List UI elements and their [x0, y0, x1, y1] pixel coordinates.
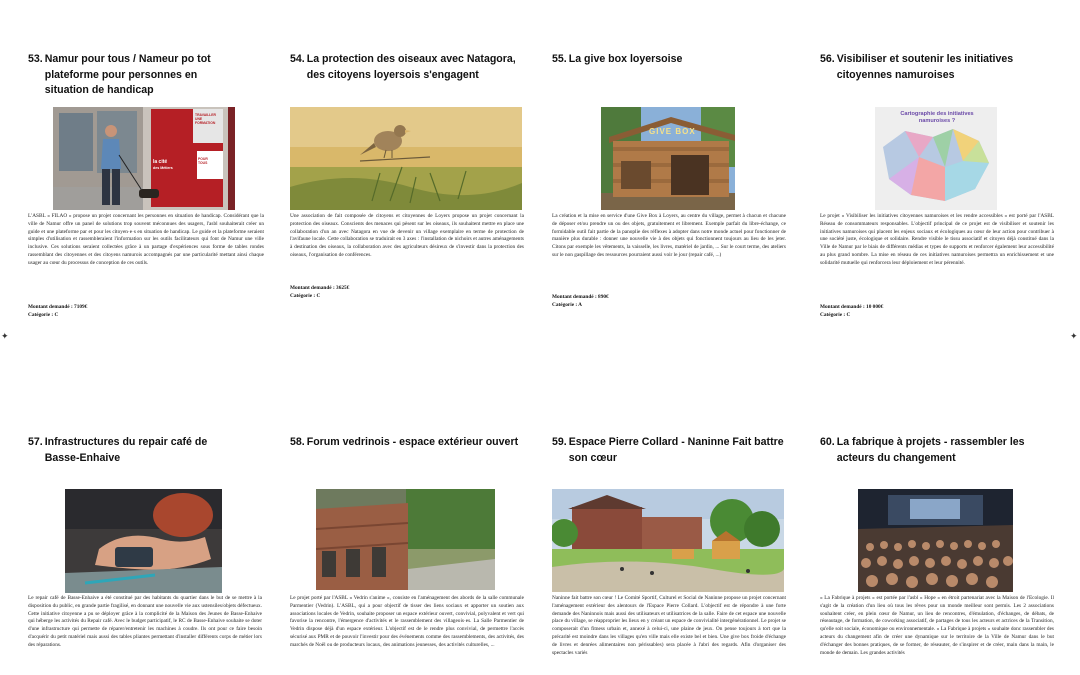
project-number: 57.	[28, 436, 43, 448]
project-photo	[601, 107, 735, 210]
registration-mark-left: ✦	[1, 332, 9, 342]
project-title	[820, 435, 1058, 466]
project-description: « La Fabrique à projets » est portée par l'asbl « Hope » en étroit partenariat avec la Maison de l'Ecologie. Il s'agit de la création d'un lieu où tous les rêves pour un monde meilleur sont permis. Les 2 associations souhaitent créer, en plein cœur de Namur, un lieu de rencontres, d'émulation, d'échanges, de débats, de réseautage, de formation, de coworking associatif, de partages de tous les acteurs et actrices de la Transition, qu'elle soit sociale, économique ou environnementale. « La Fabrique à projets » souhaite donc rassembler des acteurs du changement afin de créer une dynamique sur le territoire de la Ville de Namur dans le but d'échanger des bonnes pratiques, de se former, de réseauter, de s'inspirer et de créer, main dans la main, le monde de demain. Les grandes activités	[820, 595, 1054, 656]
give-box-sign: GIVE BOX	[649, 127, 696, 136]
project-title-text: Infrastructures du repair café de Basse-Enhaive	[44, 436, 208, 464]
project-description: La création et la mise en service d'une Give Box à Loyers, au centre du village, permet à chacun et chacune de déposer et/ou prendre un ou des objets, gratuitement et librement. Exemple parfait du libre-échange, ce formidable outil fait partie de la panoplie des réflexes à adopter dans notre monde actuel pour fonctionner de manière plus durable : donner une nouvelle vie à des objets qui fonctionnent toujours au lieu de les jeter. Citons par exemple les vêtements, la vaisselle, les livres, matériel de jardin, ... Sur le court terme, des ateliers sur le non gaspillage des ressources pourraient aussi voir le jour (repair café, ...)	[552, 213, 786, 258]
project-description: Une association de fait composée de citoyens et citoyennes de Loyers propose un projet concernant la protection des oiseaux. Conscients des menaces qui pèsent sur les oiseaux, ils souhaitent mettre en place une collaboration d'un an avec Natagora en vue de devenir un village exemplaire en terme de protection de l'avifaune locale. Cette collaboration se traduirait en 3 axes : l'installation de nichoirs et autres aménagements à destination des oiseaux, la collaboration avec des agriculteurs désireux de s'investir dans la protection des oiseaux, l'organisation de conférences.	[290, 213, 524, 258]
project-photo	[65, 489, 222, 593]
project-description: Le projet porté par l'ASBL « Vedrin s'anime », consiste en l'aménagement des abords de la salle communale Parmentier (Vedrin). L'ASBL, qui a pour objectif de tisser des liens sociaux et apporter un soutien aux associations locales de Vedrin, souhaite proposer un espace extérieur ouvert, convivial, polyvalent et vert qui favorise la rencontre, l'émergence d'activités et le rassemblement des villageois·es. La Salle Parmentier de Vedrin dispose déjà d'un espace extérieur. L'objectif est de le rendre plus convivial, de permettre l'accès sécurisé aux PMR et de pouvoir l'investir pour des événements comme des rassemblements, des activités, des marchés de Noël ou de producteurs locaux, des animations jeunesses, des activités culturelles, ...	[290, 595, 524, 648]
photo-sign-line: POUR	[198, 157, 208, 161]
project-title-text: Espace Pierre Collard - Naninne Fait battre son cœur	[568, 436, 784, 464]
project-photo	[53, 107, 235, 210]
project-title	[820, 52, 1058, 83]
project-title-text: La give box loyersoise	[568, 53, 683, 65]
photo-sign-line: des Métiers	[153, 166, 173, 170]
project-number: 53.	[28, 53, 43, 65]
project-title-text: Forum vedrinois - espace extérieur ouvert	[306, 436, 519, 448]
project-title	[290, 52, 528, 83]
project-photo	[552, 489, 784, 592]
project-category: Catégorie : C	[820, 312, 851, 318]
photo-sign	[195, 113, 223, 125]
project-title-text: La fabrique à projets - rassembler les acteurs du changement	[836, 436, 1025, 464]
project-description: L'ASBL « FILAO » propose un projet concernant les personnes en situation de handicap. Considérant que la ville de Namur offre un panel de solutions trop souvent méconnues des usagers, l'asbl souhaiterait créer un guide et une plateforme par et pour les citoyen·e·s en situation de handicap. Le guide et la plateforme seraient simples d'utilisation et rassembleraient l'information sur les outils facilitateurs qui font de Namur une ville inclusive. Ces solutions seraient collectées grâce à un partage d'expériences sous forme de tables rondes rassemblant des citoyennes et des citoyens namurois accompagnés par une particularité mettant ainsi chaque usager au cœur du processus de conception de ces outils.	[28, 213, 264, 266]
project-card-60	[820, 435, 1058, 656]
project-title	[552, 435, 790, 466]
photo-sign-line: UNE	[195, 117, 203, 121]
project-title	[290, 435, 528, 451]
project-card-55	[552, 52, 790, 308]
project-category: Catégorie : C	[290, 293, 321, 299]
project-amount: Montant demandé : 3625€	[290, 285, 350, 291]
project-amount: Montant demandé : 7109€	[28, 304, 88, 310]
project-title-text: La protection des oiseaux avec Natagora, des citoyens loyersois s'engagent	[306, 53, 516, 81]
project-card-58	[290, 435, 528, 648]
photo-sign-line: TOUS	[198, 161, 208, 166]
photo-sign-pour	[198, 157, 222, 165]
project-number: 55.	[552, 53, 567, 65]
project-card-54	[290, 52, 528, 299]
project-category: Catégorie : A	[552, 302, 583, 308]
project-amount: Montant demandé : 10 000€	[820, 304, 884, 310]
project-card-56	[820, 52, 1058, 318]
project-photo	[858, 489, 1013, 592]
project-title-text: Namur pour tous / Nameur po tot plateforme pour personnes en situation de handicap	[44, 53, 211, 96]
project-photo	[316, 489, 495, 590]
project-number: 60.	[820, 436, 835, 448]
project-description: Naninne fait battre son cœur ! Le Comité Sportif, Culturel et Social de Naninne propose un projet concernant l'aménagement extérieur des alentours de l'Espace Pierre Collard. L'objectif est de répondre à une forte demande des Naninnois mais aussi des utilisateurs et utilisatrices de la salle. Faire de cet espace une nouvelle place du village, se réapproprier les lieux en y créant un espace de convivialité intergénérationnel. Le projet se composerait d'un fitness urbain et, annexé à celui-ci, une plaine de jeux. On pense toujours à tort que la précarité est moindre dans les villages qu'en ville mais elle existe bel et bien. Une give box froide d'échange de livres et denrées alimentaires non périssables) sera placée à l'abri des regards. Afin d'organiser des spectacles variés	[552, 595, 786, 656]
project-card-59	[552, 435, 790, 656]
photo-sign-line: TRAVAILLER	[195, 113, 216, 117]
project-number: 54.	[290, 53, 305, 65]
project-number: 56.	[820, 53, 835, 65]
photo-sign-line: la cité	[153, 159, 168, 165]
project-title	[28, 435, 266, 466]
registration-mark-right: ✦	[1070, 332, 1078, 342]
project-card-53	[28, 52, 266, 318]
project-category: Catégorie : C	[28, 312, 59, 318]
project-amount: Montant demandé : 890€	[552, 294, 609, 300]
bird-icon	[290, 107, 522, 210]
project-title-text: Visibiliser et soutenir les initiatives citoyennes namuroises	[836, 53, 1014, 81]
project-number: 59.	[552, 436, 567, 448]
project-number: 58.	[290, 436, 305, 448]
project-title	[552, 52, 790, 68]
project-title	[28, 52, 266, 99]
project-description: Le projet « Visibiliser les initiatives citoyennes namuroises et les rendre accessibles » est porté par l'ASBL Réseau de consommateurs responsables. L'objectif principal de ce projet est de visibiliser et soutenir les initiatives namuroises qui placent les enjeux sociaux et écologiques au cœur de leur action pour contribuer à une société juste, écologique et solidaire. Rendre visible le tissu associatif et citoyen déjà constitué dans la Ville de Namur par le biais de différents médias et types de supports et renforcer également leur accessibilité au plus grand nombre. La mise en réseau de ces initiatives namuroises permettra un enrichissement et une solidarité mutuelle qui renforcera leur déploiement et leur pérennité.	[820, 213, 1054, 266]
map-caption: Cartographie des initiatives namuroises ?	[900, 111, 974, 124]
photo-sign-cite	[153, 159, 193, 171]
project-card-57	[28, 435, 266, 648]
project-photo	[290, 107, 522, 210]
project-photo	[875, 107, 997, 210]
photo-sign-line: FORMATION	[195, 121, 216, 125]
project-description: Le repair café de Basse-Enhaive a été constitué par des habitants du quartier dans le but de se mettre à la disposition du public, en grande partie fragilisé, en donnant une nouvelle vie aux ustensiles/objets défectueux. Cette initiative citoyenne a pu se déployer grâce à la complicité de la Maison des Jeunes de Basse-Enhaive qui héberge les activités du Repair café. Avec le budget participatif, le RC de Basse-Enhaive souhaite se doter d'une infrastructure qui permette de réparer/entretenir les machines à coudre. Ils ont pour ce faire besoin d'acquérir du petit matériel mais aussi des tables pliantes permettant d'installer différents corps de métier lors des réparations.	[28, 595, 262, 648]
